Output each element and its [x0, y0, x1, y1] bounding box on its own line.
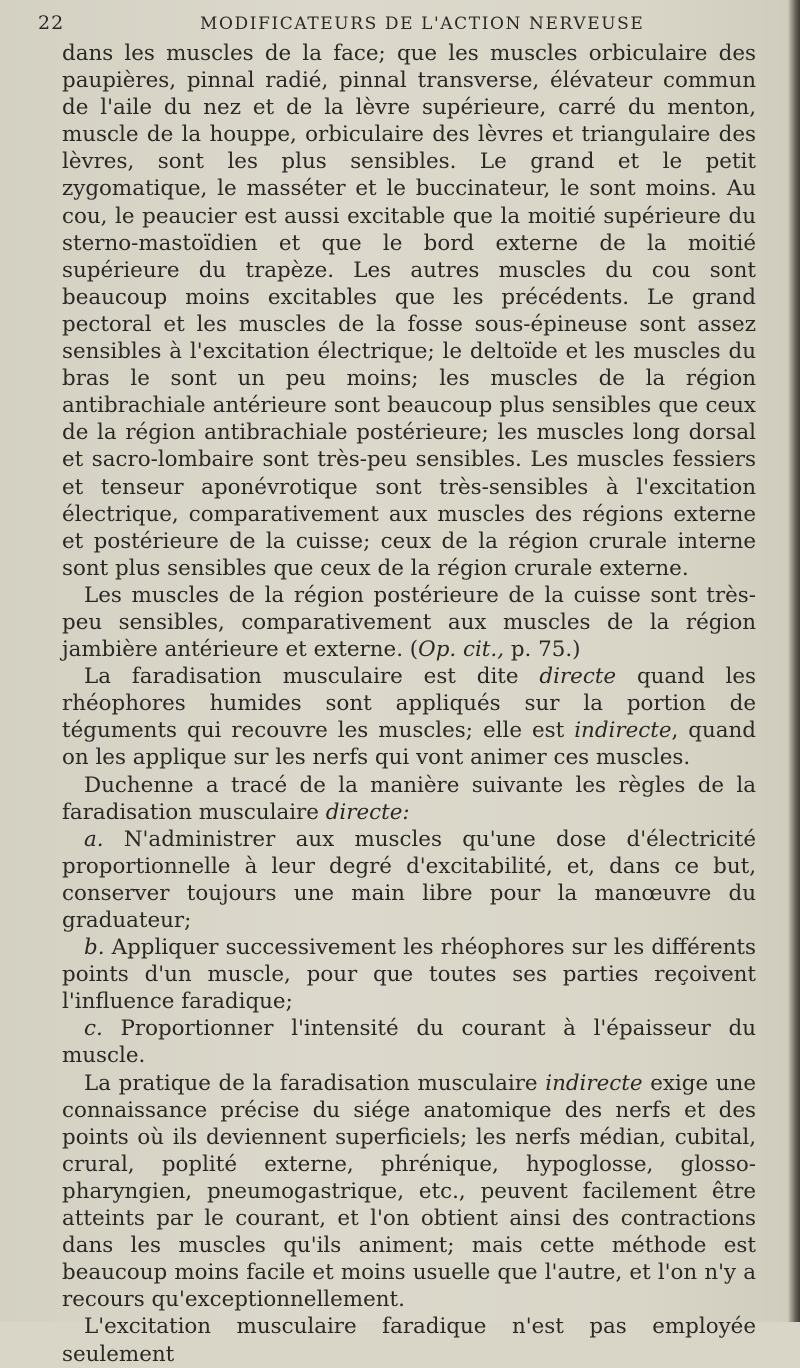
paragraph	[62, 1070, 756, 1314]
text-run: Duchenne a tracé de la manière suivante les règles de la faradisation musculaire	[62, 772, 756, 825]
body-text	[62, 40, 756, 1368]
italic-text: a.	[84, 826, 104, 852]
text-run: La faradisation musculaire est dite	[84, 664, 540, 690]
text-run: dans les muscles de la face; que les muscles orbiculaire des paupières, pinnal radié, pinnal transverse, élévateur commun de l'aile du nez et de la lèvre supérieure, carré du menton, muscle de la houppe, orbiculaire des lèvres et triangulaire des lèvres, sont les plus sensibles. Le grand et le petit zygomatique, le masséter et le buccinateur, le sont moins. Au cou, le peaucier est aussi excitable que la moitié supérieure du sterno-mastoïdien et que le bord externe de la moitié supérieure du trapèze. Les autres muscles du cou sont beaucoup moins excitables que les précédents. Le grand pectoral et les muscles de la fosse sous-épineuse sont assez sensibles à l'excitation électrique; le deltoïde et les muscles du bras le sont un peu moins; les muscles de la région antibrachiale antérieure sont beaucoup plus sensibles que ceux de la région antibrachiale postérieure; les muscles long dorsal et sacro-lombaire sont très-peu sensibles. Les muscles fessiers et tenseur aponévrotique sont très-sensibles à l'excitation électrique, comparativement aux muscles des régions externe et postérieure de la cuisse; ceux de la région crurale interne sont plus sensibles que ceux de la région crurale externe.	[62, 41, 756, 581]
paragraph	[62, 772, 756, 826]
text-run: Appliquer successivement les rhéophores sur les différents points d'un muscle, pour que toutes ses parties reçoivent l'influence faradique;	[62, 935, 756, 1015]
text-run: N'administrer aux muscles qu'une dose d'électricité proportionnelle à leur degré d'excitabilité, et, dans ce but, conserver toujours une main libre pour la manœuvre du graduateur;	[62, 826, 756, 933]
italic-text: c.	[84, 1016, 103, 1042]
running-head	[0, 6, 800, 36]
italic-text: indirecte	[574, 718, 672, 744]
text-run: La pratique de la faradisation musculaire	[84, 1070, 546, 1096]
text-run: L'excitation musculaire faradique n'est pas employée seulement	[62, 1314, 756, 1367]
italic-text: b.	[84, 935, 105, 961]
italic-text: Op. cit.,	[418, 637, 505, 663]
paragraph	[62, 1015, 756, 1069]
text-run: Les muscles de la région postérieure de la cuisse sont très-peu sensibles, comparativement aux muscles de la région jambière antérieure et externe. (	[62, 582, 756, 663]
text-run: exige une connaissance précise du siége anatomique des nerfs et des points où ils deviennent superficiels; les nerfs médian, cubital, crural, poplité externe, phrénique, hypoglosse, glosso-pharyngien, pneumogastrique, etc., peuvent facilement être atteints par le courant, et l'on obtient ainsi des contractions dans les muscles qu'ils animent; mais cette méthode est beaucoup moins facile et moins usuelle que l'autre, et l'on n'y a recours qu'exceptionnellement.	[62, 1070, 756, 1313]
paragraph	[62, 663, 756, 771]
italic-text: directe	[539, 664, 617, 690]
text-run: p. 75.)	[504, 637, 581, 663]
italic-text: directe:	[325, 799, 410, 825]
paragraph	[62, 582, 756, 663]
text-run: quand les rhéophores humides sont appliqués sur la portion de téguments qui recouvre les muscles; elle est	[62, 664, 756, 744]
paragraph	[62, 826, 756, 934]
paragraph	[62, 934, 756, 1015]
text-run: Proportionner l'intensité du courant à l'épaisseur du muscle.	[62, 1016, 756, 1069]
page-edge-shadow	[788, 0, 800, 1322]
italic-text: indirecte	[545, 1070, 643, 1096]
paragraph	[62, 40, 756, 582]
text-run: , quand on les applique sur les nerfs qui vont animer ces muscles.	[62, 718, 756, 771]
running-title: MODIFICATEURS DE L'ACTION NERVEUSE	[200, 14, 645, 34]
page-number: 22	[38, 12, 65, 34]
